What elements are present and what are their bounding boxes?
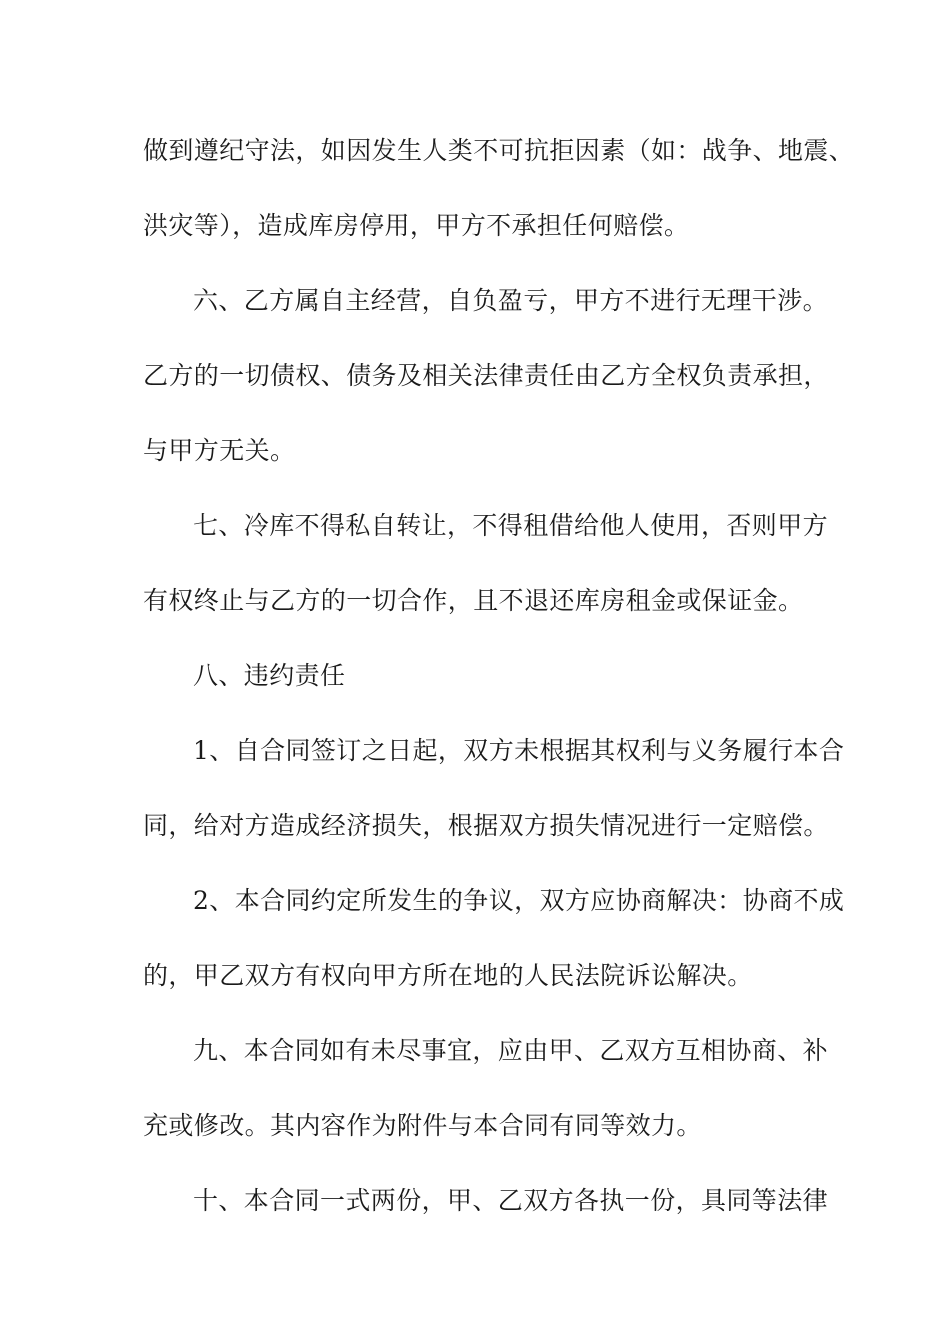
paragraph-seven: 七、冷库不得私自转让，不得租借给他人使用，否则甲方: [193, 511, 829, 540]
clause-two: 2、本合同约定所发生的争议，双方应协商解决：协商不成: [193, 886, 845, 915]
text-line: 洪灾等），造成库房停用，甲方不承担任何赔偿。: [143, 211, 690, 240]
text-line: 的，甲乙双方有权向甲方所在地的人民法院诉讼解决。: [143, 961, 753, 990]
text-line: 做到遵纪守法，如因发生人类不可抗拒因素（如：战争、地震、: [143, 136, 855, 165]
clause-one: 1、自合同签订之日起，双方未根据其权利与义务履行本合: [193, 736, 845, 765]
text-line: 乙方的一切债权、债务及相关法律责任由乙方全权负责承担，: [143, 361, 829, 390]
text-line: 与甲方无关。: [143, 436, 296, 465]
section-heading-breach: 八、违约责任: [193, 661, 346, 690]
paragraph-ten: 十、本合同一式两份，甲、乙双方各执一份，具同等法律: [193, 1186, 829, 1215]
text-line: 有权终止与乙方的一切合作，且不退还库房租金或保证金。: [143, 586, 804, 615]
text-line: 同，给对方造成经济损失，根据双方损失情况进行一定赔偿。: [143, 811, 829, 840]
paragraph-nine: 九、本合同如有未尽事宜，应由甲、乙双方互相协商、补: [193, 1036, 829, 1065]
text-line: 充或修改。其内容作为附件与本合同有同等效力。: [143, 1111, 702, 1140]
paragraph-six: 六、乙方属自主经营，自负盈亏，甲方不进行无理干涉。: [193, 286, 829, 315]
